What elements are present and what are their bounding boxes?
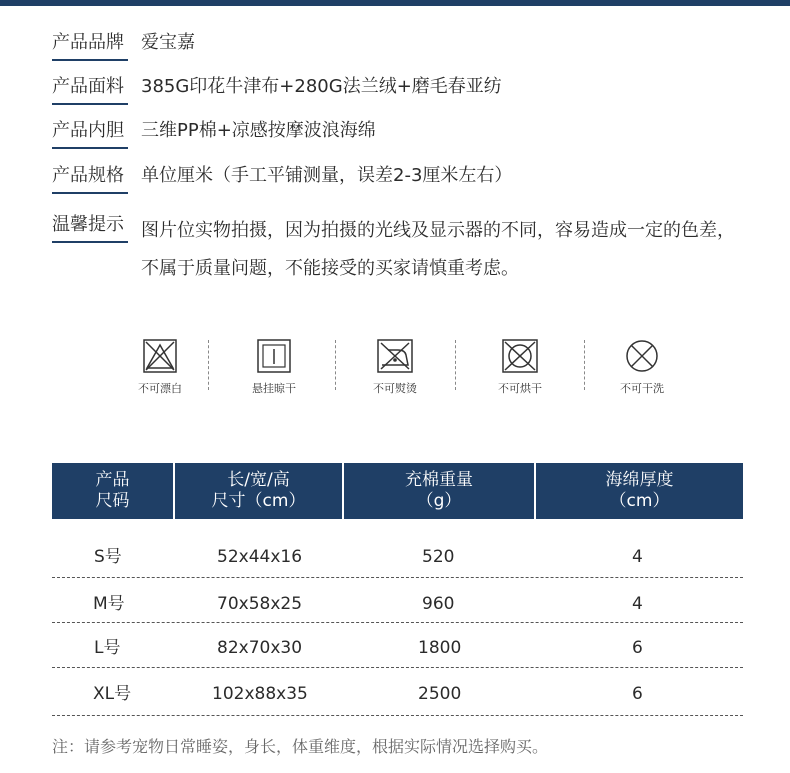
cell-dimensions: 70x58x25 (217, 594, 303, 614)
label-underline (52, 147, 128, 149)
cell-size: L号 (94, 638, 121, 658)
label-underline (52, 241, 128, 243)
cell-weight: 1800 (418, 638, 462, 658)
divider (584, 340, 585, 390)
cell-thickness: 6 (632, 684, 643, 704)
row-divider (52, 667, 743, 668)
size-table-header (52, 463, 743, 519)
header-line: （cm） (609, 491, 670, 511)
spec-value: 单位厘米（手工平铺测量，误差2-3厘米左右） (141, 165, 513, 186)
row-divider (52, 715, 743, 716)
cell-thickness: 4 (632, 594, 643, 614)
care-label: 不可干洗 (620, 382, 664, 395)
header-line: 长/宽/高 (227, 470, 290, 490)
label-underline (52, 192, 128, 194)
cell-thickness: 6 (632, 638, 643, 658)
care-label: 不可熨烫 (373, 382, 417, 395)
care-label: 不可烘干 (498, 382, 542, 395)
spec-label: 产品规格 (52, 165, 124, 186)
care-item-no-iron (350, 338, 440, 396)
notice-line-1: 图片位实物拍摄，因为拍摄的光线及显示器的不同，容易造成一定的色差， (141, 220, 735, 241)
notice-line-2: 不属于质量问题，不能接受的买家请慎重考虑。 (141, 258, 519, 279)
header-thickness (536, 463, 743, 519)
cell-thickness: 4 (632, 547, 643, 567)
no-iron-icon (376, 338, 414, 374)
care-item-no-bleach (115, 338, 205, 396)
top-accent-bar (0, 0, 790, 6)
cell-weight: 520 (422, 547, 455, 567)
spec-label: 产品面料 (52, 76, 124, 97)
cell-size: M号 (93, 594, 125, 614)
header-line: （g） (416, 491, 462, 511)
cell-weight: 2500 (418, 684, 462, 704)
care-item-no-dry-clean (597, 338, 687, 396)
spec-label: 产品内胆 (52, 120, 124, 141)
row-divider (52, 622, 743, 623)
spec-value: 三维PP棉+凉感按摩波浪海绵 (141, 120, 376, 141)
care-label: 不可漂白 (138, 382, 182, 395)
hang-dry-icon (256, 338, 292, 374)
care-item-hang-dry (229, 338, 319, 396)
label-underline (52, 59, 128, 61)
header-line: 充棉重量 (405, 470, 473, 490)
care-label: 悬挂晾干 (252, 382, 296, 395)
divider (335, 340, 336, 390)
row-divider (52, 577, 743, 578)
header-line: 尺寸（cm） (211, 491, 306, 511)
header-weight (344, 463, 534, 519)
cell-weight: 960 (422, 594, 455, 614)
cell-dimensions: 82x70x30 (217, 638, 303, 658)
divider (208, 340, 209, 390)
header-line: 海绵厚度 (605, 470, 674, 490)
header-line: 产品 (95, 470, 130, 490)
cell-size: XL号 (93, 684, 132, 704)
header-line: 尺码 (95, 491, 130, 511)
label-underline (52, 103, 128, 105)
notice-text (141, 212, 771, 288)
cell-dimensions: 102x88x35 (212, 684, 308, 704)
care-item-no-tumble-dry (475, 338, 565, 396)
divider (455, 340, 456, 390)
spec-value: 爱宝嘉 (141, 32, 195, 53)
header-size (52, 463, 173, 519)
cell-size: S号 (94, 547, 122, 567)
no-bleach-icon (142, 338, 178, 374)
no-dry-clean-icon (624, 338, 660, 374)
cell-dimensions: 52x44x16 (217, 547, 303, 567)
no-tumble-dry-icon (501, 338, 539, 374)
spec-label: 温馨提示 (52, 214, 124, 235)
header-dimensions (175, 463, 342, 519)
footnote: 注：请参考宠物日常睡姿，身长，体重维度，根据实际情况选择购买。 (52, 737, 549, 756)
spec-label: 产品品牌 (52, 32, 124, 53)
spec-value: 385G印花牛津布+280G法兰绒+磨毛春亚纺 (141, 76, 502, 97)
